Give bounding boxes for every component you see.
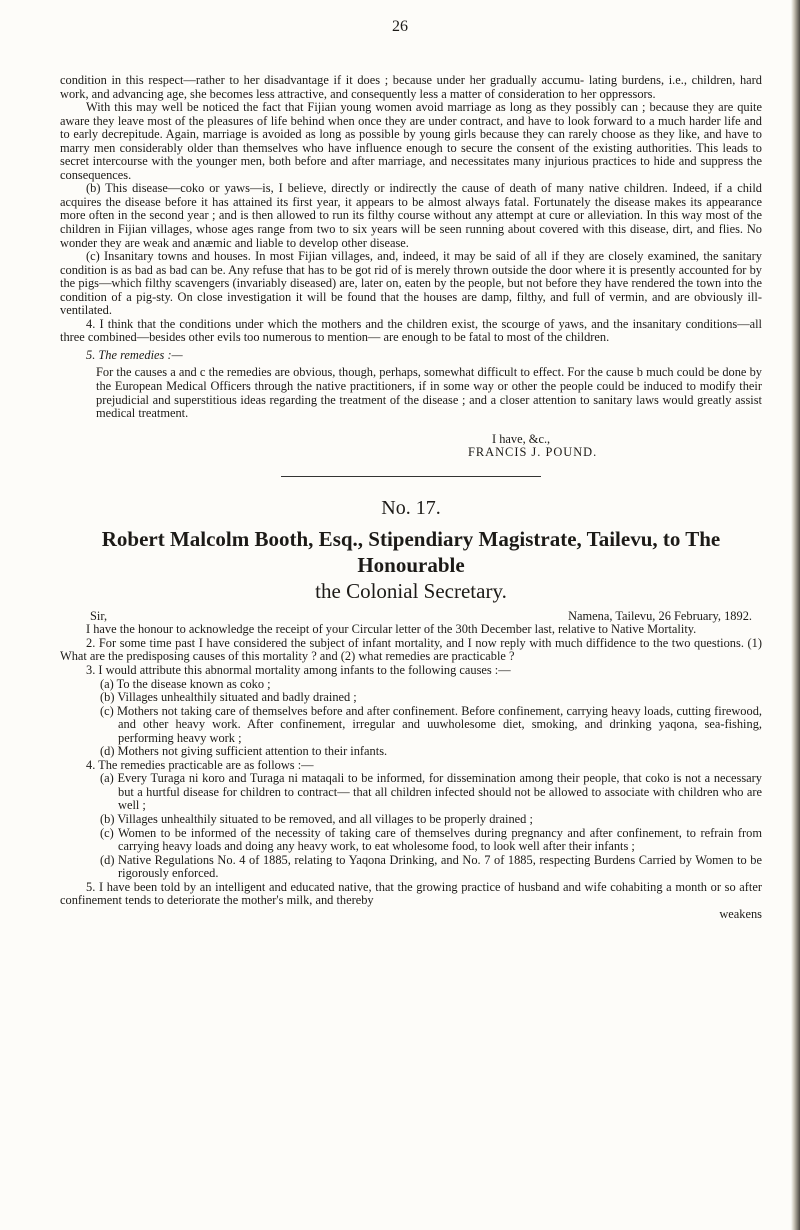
letter-title-line1: Robert Malcolm Booth, Esq., Stipendiary Magistrate, Tailevu, to The Honourable: [101, 526, 721, 577]
document-page: [60, 74, 762, 921]
letter-title: [60, 526, 762, 604]
salutation-row: [60, 610, 762, 624]
cause-b: (b) Villages unhealthily situated and badly drained ;: [100, 690, 357, 705]
letter-paragraph-2: 2. For some time past I have considered the subject of infant mortality, and I now reply with much diffidence to the two questions. (1) What are the predisposing causes of this mortality ? and (2) what remedies are practicable ?: [60, 635, 762, 664]
letter-paragraph-1: I have the honour to acknowledge the receipt of your Circular letter of the 30th December last, relative to Native Mortality.: [86, 622, 697, 637]
remedy-b: (b) Villages unhealthily situated to be removed, and all villages to be properly drained ;: [100, 811, 533, 826]
letter-number: No. 17.: [381, 496, 441, 519]
page-edge-shadow: [791, 0, 800, 1230]
letter-paragraph-3: 3. I would attribute this abnormal mortality among infants to the following causes :—: [86, 662, 511, 677]
paragraph-continuation: condition in this respect—rather to her disadvantage if it does ; because under her gradually accumu- lating burdens, i.e., children, hard work, and advancing age, she becomes less attractive, and consequently less a matter of consideration to her oppressors.: [60, 73, 762, 101]
paragraph-remedies: For the causes a and c the remedies are obvious, though, perhaps, somewhat difficult to effect. For the cause b much could be done by the European Medical Officers through the native practitioners, if in some way or other the people could be induced to modify their prejudicial and superstitious ideas regarding the treatment of the disease ; and a closer attention to sanitary laws would greatly assist medical treatment.: [96, 365, 762, 421]
remedy-a: (a) Every Turaga ni koro and Turaga ni mataqali to be informed, for dissemination among their people, that coko is not a necessary but a hurtful disease for children to contract— that all children infected should not be allowed to associate with children who are well ;: [100, 771, 762, 813]
catchword: weakens: [719, 906, 762, 921]
paragraph-coko: (b) This disease—coko or yaws—is, I believe, directly or indirectly the cause of death of many native children. Indeed, if a child acquires the disease before it has attained its first year, it appears to be almost always fatal. Fortunately the disease makes its appearance more often in the second year ; and is then allowed to run its filthy course without any attempt at cure or alleviation. In this way most of the children in Fijian villages, whose ages range from two to six years will be seen running about covered with this disease, dirt, and flies. No wonder they are weak and anæmic and liable to develop other disease.: [60, 181, 762, 250]
paragraph-marriage: With this may well be noticed the fact that Fijian young women avoid marriage as long as they possibly can ; because they are quite aware they leave most of the pleasures of life behind when once they are under contract, and have to look forward to a much harder life and to early decrepitude. Again, marriage is avoided as long as possible by young girls because they can rarely choose as they like, and have to marry men considerably older than themselves who have influence enough to secure the consent of the existing authorities. This leads to secret intercourse with the younger men, both before and after marriage, and necessitates many injurious practices to hide and suppress the consequences.: [60, 100, 762, 182]
section-divider: [281, 476, 541, 477]
paragraph-conditions: 4. I think that the conditions under which the mothers and the children exist, the scourge of yaws, and the insanitary conditions—all three combined—besides other evils too numerous to mention— are enough to be fatal to most of the children.: [60, 316, 762, 345]
cause-d: (d) Mothers not giving sufficient attention to their infants.: [100, 744, 388, 759]
signature-name: FRANCIS J. POUND.: [468, 445, 598, 460]
cause-a: (a) To the disease known as coko ;: [100, 676, 271, 691]
closing-line: I have, &c.,: [492, 431, 551, 446]
salutation: Sir,: [90, 608, 108, 623]
remedy-c: (c) Women to be informed of the necessity of taking care of themselves during pregnancy and after confinement, to refrain from carrying heavy loads and doing any heavy work, to eat wholesome food, to look well after their infants ;: [100, 825, 762, 854]
paragraph-insanitary: (c) Insanitary towns and houses. In most Fijian villages, and, indeed, it may be said of all if they are closely examined, the sanitary condition is as bad as bad can be. Any refuse that has to be got rid of is merely thrown outside the door where it is presently accounted for by the pigs—which filthy scavengers (invariably diseased) are, later on, eaten by the people, but not before they have rendered the town into the condition of a pig-sty. On close investigation it will be found that the houses are damp, filthy, and full of vermin, and are obviously ill-ventilated.: [60, 249, 762, 318]
page-number: 26: [392, 18, 408, 35]
remedies-heading: 5. The remedies :—: [86, 347, 183, 362]
letter-title-line2: the Colonial Secretary.: [315, 578, 507, 603]
remedy-d: (d) Native Regulations No. 4 of 1885, relating to Yaqona Drinking, and No. 7 of 1885, respecting Burdens Carried by Women to be rigorously enforced.: [100, 852, 762, 881]
place-date: Namena, Tailevu, 26 February, 1892.: [568, 608, 752, 623]
cause-c: (c) Mothers not taking care of themselves before and after confinement. Before confinement, carrying heavy loads, cutting firewood, and other heavy work. After confinement, irregular and uuwholesome diet, smoking, and drinking yaqona, sea-fishing, performing heavy work ;: [100, 703, 762, 745]
letter-paragraph-5: 5. I have been told by an intelligent and educated native, that the growing practice of husband and wife cohabiting a month or so after confinement tends to deteriorate the mother's milk, and thereby: [60, 879, 762, 908]
remedies-intro: 4. The remedies practicable are as follows :—: [86, 757, 314, 772]
